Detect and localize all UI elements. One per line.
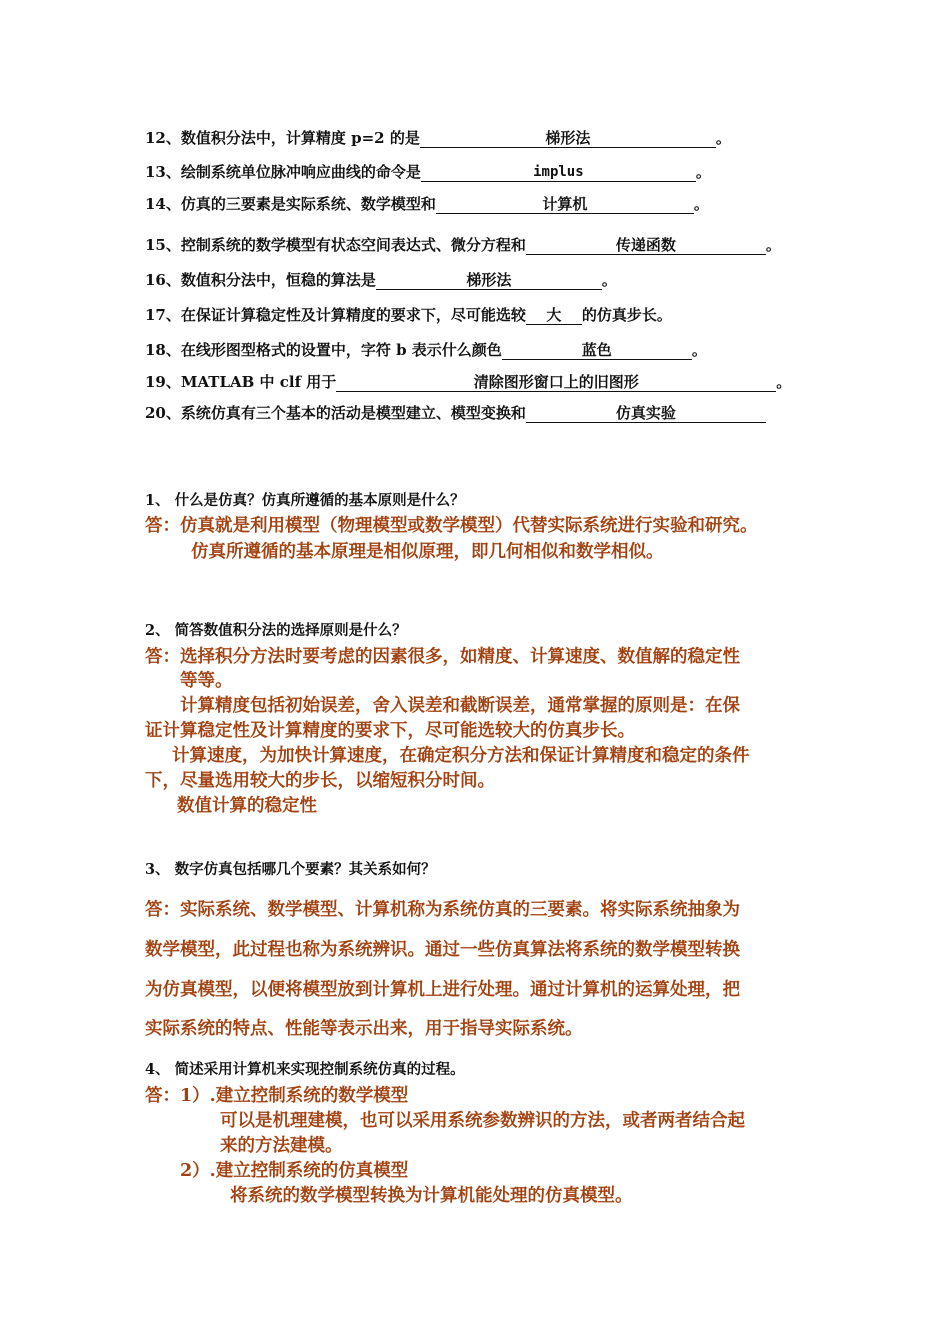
blank-item-15	[145, 235, 781, 255]
blank-prefix: 13、绘制系统单位脉冲响应曲线的命令是	[145, 163, 421, 181]
answer-3-line-2: 数学模型，此过程也称为系统辨识。通过一些仿真算法将系统的数学模型转换	[145, 940, 740, 960]
blank-answer: 蓝色	[502, 341, 692, 360]
blank-prefix: 17、在保证计算稳定性及计算精度的要求下，尽可能选较	[145, 306, 526, 324]
blank-answer: 计算机	[436, 195, 694, 214]
blank-suffix: 。	[601, 271, 617, 289]
blank-item-13	[145, 162, 711, 182]
answer-4-line-3: 来的方法建模。	[220, 1136, 343, 1156]
blank-prefix: 15、控制系统的数学模型有状态空间表达式、微分方程和	[145, 236, 526, 254]
answer-1-line-2: 仿真所遵循的基本原理是相似原理，即几何相似和数学相似。	[191, 542, 664, 562]
blank-answer: 仿真实验	[526, 404, 766, 423]
blank-item-20	[145, 403, 766, 423]
blank-prefix: 20、系统仿真有三个基本的活动是模型建立、模型变换和	[145, 404, 526, 422]
question-1: 1、 什么是仿真？仿真所遵循的基本原则是什么？	[145, 492, 465, 509]
answer-4-line-5: 将系统的数学模型转换为计算机能处理的仿真模型。	[230, 1186, 633, 1206]
blank-answer: 梯形法	[420, 129, 716, 148]
blank-prefix: 16、数值积分法中，恒稳的算法是	[145, 271, 376, 289]
blank-prefix: 18、在线形图型格式的设置中，字符 b 表示什么颜色	[145, 341, 502, 359]
answer-2-line-5: 计算速度，为加快计算速度，在确定积分方法和保证计算精度和稳定的条件	[172, 746, 750, 766]
blank-item-14	[145, 194, 709, 214]
blank-suffix: 。	[693, 195, 709, 213]
blank-suffix: 。	[715, 129, 731, 147]
blank-prefix: 14、仿真的三要素是实际系统、数学模型和	[145, 195, 436, 213]
blank-answer: 清除图形窗口上的旧图形	[336, 373, 776, 392]
answer-2-line-7: 数值计算的稳定性	[177, 796, 317, 816]
blank-suffix: 。	[695, 163, 711, 181]
answer-3-line-1: 答：实际系统、数学模型、计算机称为系统仿真的三要素。将实际系统抽象为	[145, 900, 740, 920]
blank-suffix: 的仿真步长。	[581, 306, 672, 324]
blank-answer: 梯形法	[376, 271, 602, 290]
answer-2-line-1: 答：选择积分方法时要考虑的因素很多，如精度、计算速度、数值解的稳定性	[145, 647, 740, 667]
blank-suffix: 。	[691, 341, 707, 359]
blank-item-12	[145, 128, 731, 148]
question-4: 4、 简述采用计算机来实现控制系统仿真的过程。	[145, 1061, 465, 1078]
answer-3-line-3: 为仿真模型，以便将模型放到计算机上进行处理。通过计算机的运算处理，把	[145, 980, 740, 1000]
blank-item-17	[145, 305, 672, 325]
blank-prefix: 12、数值积分法中，计算精度 p=2 的是	[145, 129, 420, 147]
answer-4-line-4: 2）.建立控制系统的仿真模型	[180, 1161, 409, 1181]
blank-suffix: 。	[765, 236, 781, 254]
blank-item-18	[145, 340, 707, 360]
blank-answer: 传递函数	[526, 236, 766, 255]
answer-4-line-2: 可以是机理建模，也可以采用系统参数辨识的方法，或者两者结合起	[220, 1111, 745, 1131]
question-2: 2、 简答数值积分法的选择原则是什么？	[145, 622, 407, 639]
blank-answer: 大	[526, 306, 582, 325]
blank-answer: implus	[421, 163, 696, 182]
answer-2-line-4: 证计算稳定性及计算精度的要求下，尽可能选较大的仿真步长。	[145, 721, 635, 741]
answer-4-line-1: 答：1）.建立控制系统的数学模型	[145, 1086, 409, 1106]
question-3: 3、 数字仿真包括哪几个要素？其关系如何？	[145, 861, 436, 878]
answer-1-line-1: 答：仿真就是利用模型（物理模型或数学模型）代替实际系统进行实验和研究。	[145, 516, 758, 536]
answer-2-line-6: 下，尽量选用较大的步长，以缩短积分时间。	[145, 771, 495, 791]
blank-item-19	[145, 372, 791, 392]
blank-prefix: 19、MATLAB 中 clf 用于	[145, 373, 337, 391]
answer-2-line-3: 计算精度包括初始误差，舍入误差和截断误差，通常掌握的原则是：在保	[180, 696, 740, 716]
blank-item-16	[145, 270, 617, 290]
blank-suffix: 。	[776, 373, 792, 391]
answer-2-line-2: 等等。	[180, 671, 233, 691]
answer-3-line-4: 实际系统的特点、性能等表示出来，用于指导实际系统。	[145, 1019, 583, 1039]
